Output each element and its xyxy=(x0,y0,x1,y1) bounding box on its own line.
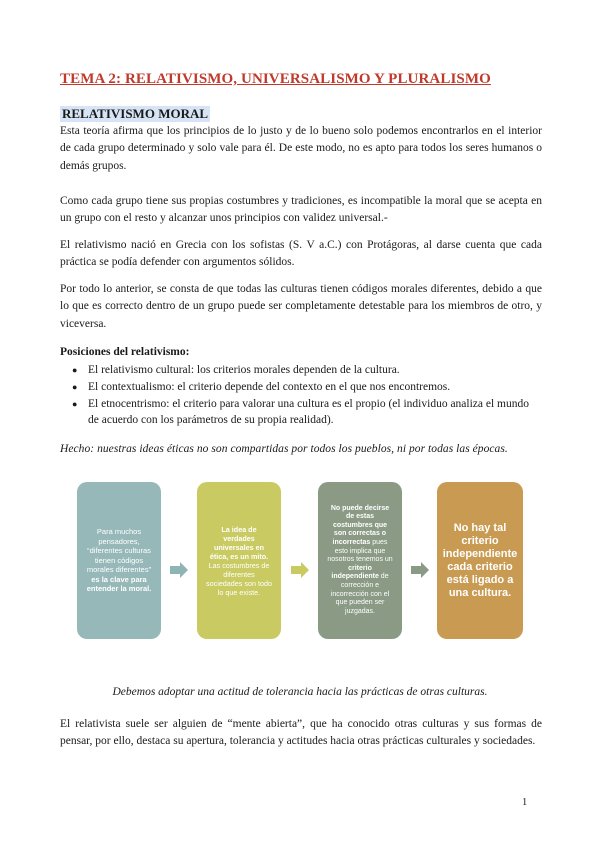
diagram-card-3 xyxy=(318,482,402,639)
card-3-text: pues esto implica que nosotros tenemos un xyxy=(327,539,393,564)
process-diagram xyxy=(0,478,600,642)
diagram-card-4 xyxy=(437,482,523,639)
list-item xyxy=(60,362,542,379)
page-number: 1 xyxy=(522,797,528,808)
arrow-right-icon xyxy=(170,562,188,578)
hecho-statement: Hecho: nuestras ideas éticas no son compartidas por todos los pueblos, ni por todas las épocas. xyxy=(60,443,508,455)
card-3-bold-2: criterio independiente xyxy=(331,564,379,581)
card-1-bold: es la clave para entender la moral. xyxy=(86,574,152,594)
card-4-text: No hay tal criterio independiente cada criterio está ligado a una cultura. xyxy=(442,521,518,599)
card-1-text: Para muchos pensadores, “diferentes culturas tienen códigos morales diferentes” xyxy=(86,527,152,575)
positions-heading: Posiciones del relativismo: xyxy=(60,346,190,358)
bullet-icon: ● xyxy=(72,381,78,392)
diagram-caption: Debemos adoptar una actitud de tolerancia hacia las prácticas de otras culturas. xyxy=(112,686,488,698)
bullet-icon: ● xyxy=(72,398,78,409)
paragraph-conclusion: Por todo lo anterior, se consta de que todas las culturas tienen códigos morales diferentes, debido a que lo que es correcto dentro de un grupo puede ser completamente detestable para los miembros de otro, y viceversa. xyxy=(60,283,542,330)
arrow-right-icon xyxy=(411,562,429,578)
list-item-text: El etnocentrismo: el criterio para valorar una cultura es el propio (el individuo analiza el mundo de acuerdo con los parámetros de su propia realidad). xyxy=(88,397,529,427)
bullet-icon: ● xyxy=(72,365,78,375)
card-2-bold: La idea de verdades universales en ética, es un mito. xyxy=(209,524,269,561)
page-title: TEMA 2: RELATIVISMO, UNIVERSALISMO Y PLURALISMO xyxy=(60,71,491,87)
list-item-text: El contextualismo: el criterio depende del contexto en el que nos encontremos. xyxy=(88,380,451,393)
list-item xyxy=(60,396,542,430)
paragraph-origin: El relativismo nació en Grecia con los sofistas (S. V a.C.) con Protágoras, al darse cuenta que cada práctica se podía defender con argumentos sólidos. xyxy=(60,239,542,269)
diagram-card-2 xyxy=(197,482,281,639)
list-item xyxy=(60,379,542,396)
card-2-text: Las costumbres de diferentes sociedades son todo lo que existe. xyxy=(206,560,272,597)
diagram-card-1 xyxy=(77,482,161,639)
paragraph-definition: Esta teoría afirma que los principios de lo justo y de lo bueno solo podemos encontrarlos en el interior de cada grupo determinado y solo vale para él. De este modo, no es apto para todos los seres humanos o demás grupos. xyxy=(60,125,542,172)
paragraph-incompatibility: Como cada grupo tiene sus propias costumbres y tradiciones, es incompatible la moral que se acepta en un grupo con el resto y alcanzar unos principios con validez universal.- xyxy=(60,195,542,225)
card-3-bold: No puede decirse de estas costumbres que son correctas o incorrectas xyxy=(330,504,390,547)
positions-list xyxy=(60,362,542,429)
arrow-right-icon xyxy=(291,562,309,578)
section-heading-relativismo-moral: RELATIVISMO MORAL xyxy=(62,106,209,121)
list-item-text: El relativismo cultural: los criterios morales dependen de la cultura. xyxy=(88,364,400,376)
card-3-text-2: de corrección e incorrección con el que pueden ser juzgadas. xyxy=(330,573,390,615)
paragraph-closing: El relativista suele ser alguien de “mente abierta”, que ha conocido otras culturas y sus formas de pensar, por ello, destaca su apertura, tolerancia y actitudes hacia otras prácticas culturales y sociedades. xyxy=(60,718,542,748)
